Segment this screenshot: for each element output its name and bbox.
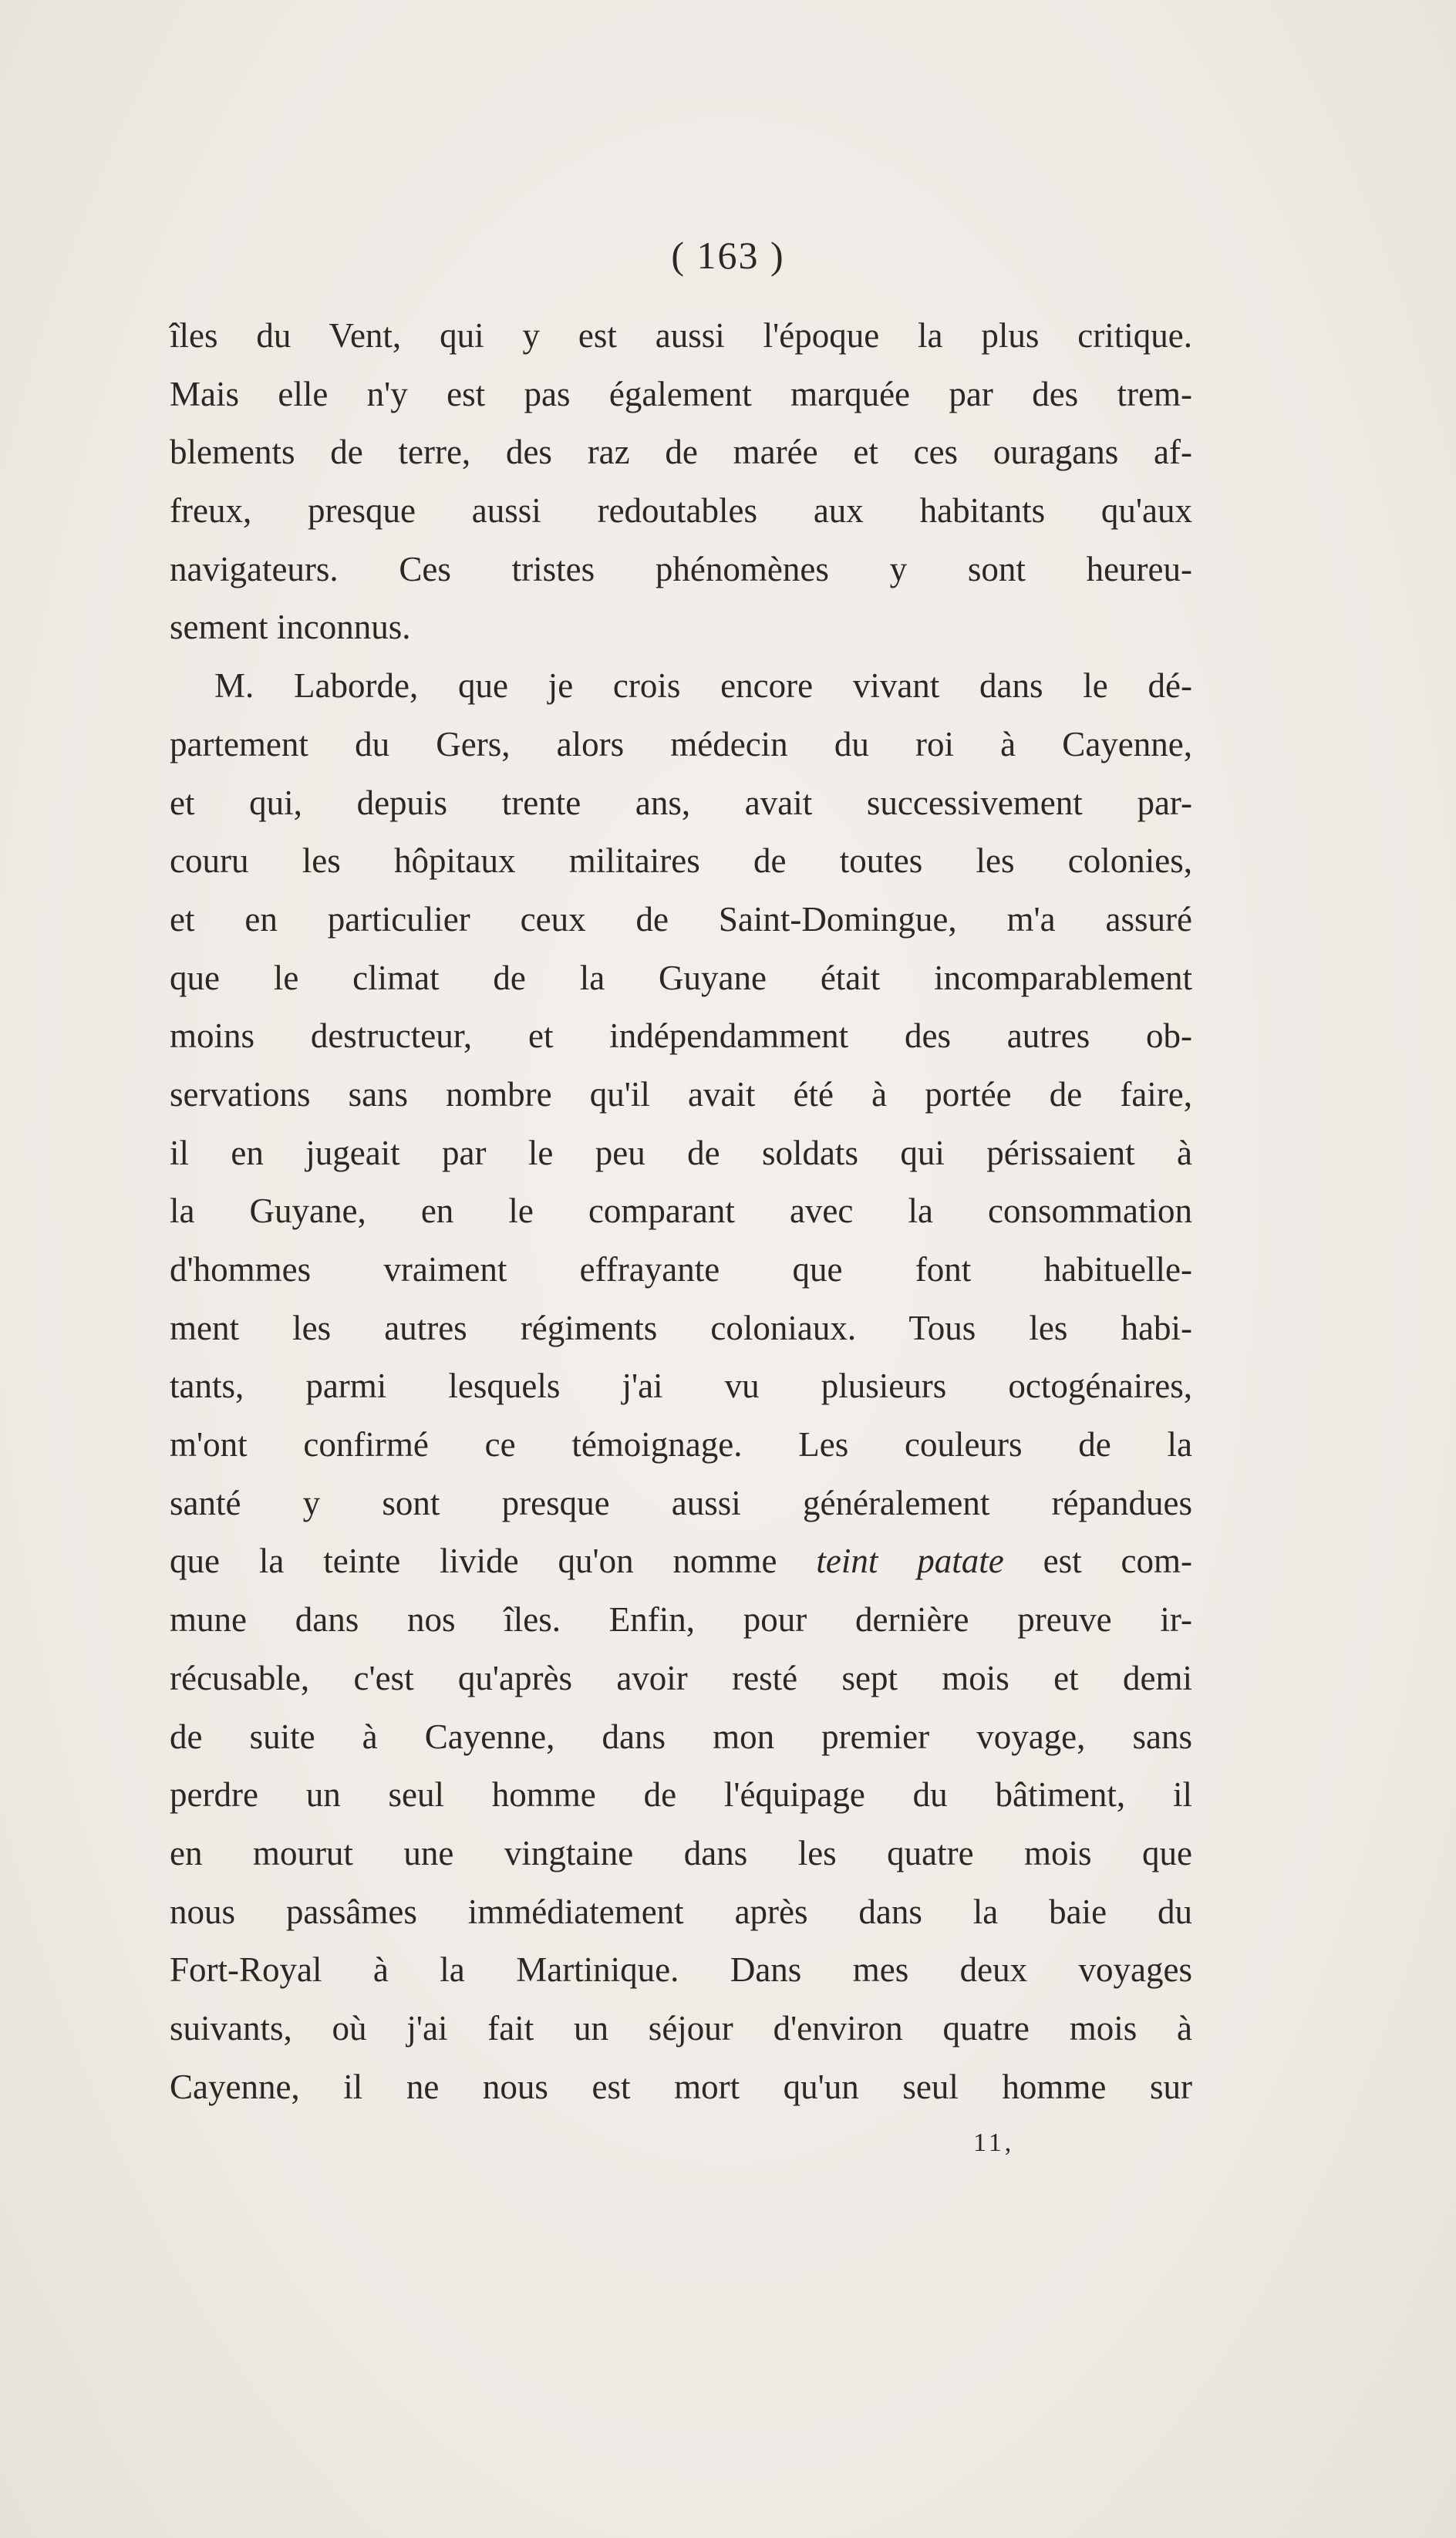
text-line: de suite à Cayenne, dans mon premier voyage, sans — [170, 1717, 1192, 1756]
text-line: blements de terre, des raz de marée et ces ouragans af- — [170, 433, 1192, 472]
text-line: récusable, c'est qu'après avoir resté sept mois et demi — [170, 1658, 1192, 1697]
text-line: il en jugeait par le peu de soldats qui périssaient à — [170, 1133, 1192, 1172]
text-line: mune dans nos îles. Enfin, pour dernière preuve ir- — [170, 1600, 1192, 1640]
text-segment: que la teinte livide qu'on nomme — [170, 1542, 817, 1581]
text-line: ment les autres régiments coloniaux. Tous les habi- — [170, 1308, 1192, 1347]
text-segment: est com- — [1003, 1542, 1193, 1581]
text-line: d'hommes vraiment effrayante que font habituelle- — [170, 1250, 1192, 1289]
text-line: et qui, depuis trente ans, avait successivement par- — [170, 783, 1192, 822]
text-line: et en particulier ceux de Saint-Domingue, m'a assuré — [170, 899, 1192, 939]
text-line: m'ont confirmé ce témoignage. Les couleurs de la — [170, 1425, 1192, 1464]
text-line: que le climat de la Guyane était incomparablement — [170, 958, 1192, 997]
page-number: ( 163 ) — [671, 234, 785, 277]
text-line: îles du Vent, qui y est aussi l'époque la plus critique. — [170, 316, 1192, 355]
text-line: servations sans nombre qu'il avait été à portée de faire, — [170, 1074, 1192, 1114]
text-line: Cayenne, il ne nous est mort qu'un seul homme sur — [170, 2067, 1192, 2106]
text-line: M. Laborde, que je crois encore vivant dans le dé- — [214, 666, 1192, 706]
text-line: santé y sont presque aussi généralement répandues — [170, 1483, 1192, 1522]
text-line: couru les hôpitaux militaires de toutes les colonies, — [170, 841, 1192, 881]
text-line: en mourut une vingtaine dans les quatre mois que — [170, 1833, 1192, 1872]
text-line: perdre un seul homme de l'équipage du bâtiment, il — [170, 1775, 1192, 1815]
text-line: moins destructeur, et indépendamment des autres ob- — [170, 1016, 1192, 1056]
text-line: Fort-Royal à la Martinique. Dans mes deux voyages — [170, 1950, 1192, 1990]
italic-term: teint patate — [816, 1542, 1004, 1581]
text-line — [170, 1532, 1192, 1591]
text-line: la Guyane, en le comparant avec la consommation — [170, 1191, 1192, 1231]
text-line: navigateurs. Ces tristes phénomènes y sont heureu- — [170, 549, 1192, 588]
body-text — [170, 307, 1192, 2116]
text-line: suivants, où j'ai fait un séjour d'environ quatre mois à — [170, 2008, 1192, 2048]
signature-mark: 11, — [973, 2128, 1015, 2157]
text-line: tants, parmi lesquels j'ai vu plusieurs octogénaires, — [170, 1367, 1192, 1406]
text-line: partement du Gers, alors médecin du roi à Cayenne, — [170, 724, 1192, 763]
text-line: nous passâmes immédiatement après dans la baie du — [170, 1892, 1192, 1931]
text-line: sement inconnus. — [170, 608, 411, 647]
text-line: Mais elle n'y est pas également marquée par des trem- — [170, 374, 1192, 413]
text-line: freux, presque aussi redoutables aux habitants qu'aux — [170, 491, 1192, 531]
